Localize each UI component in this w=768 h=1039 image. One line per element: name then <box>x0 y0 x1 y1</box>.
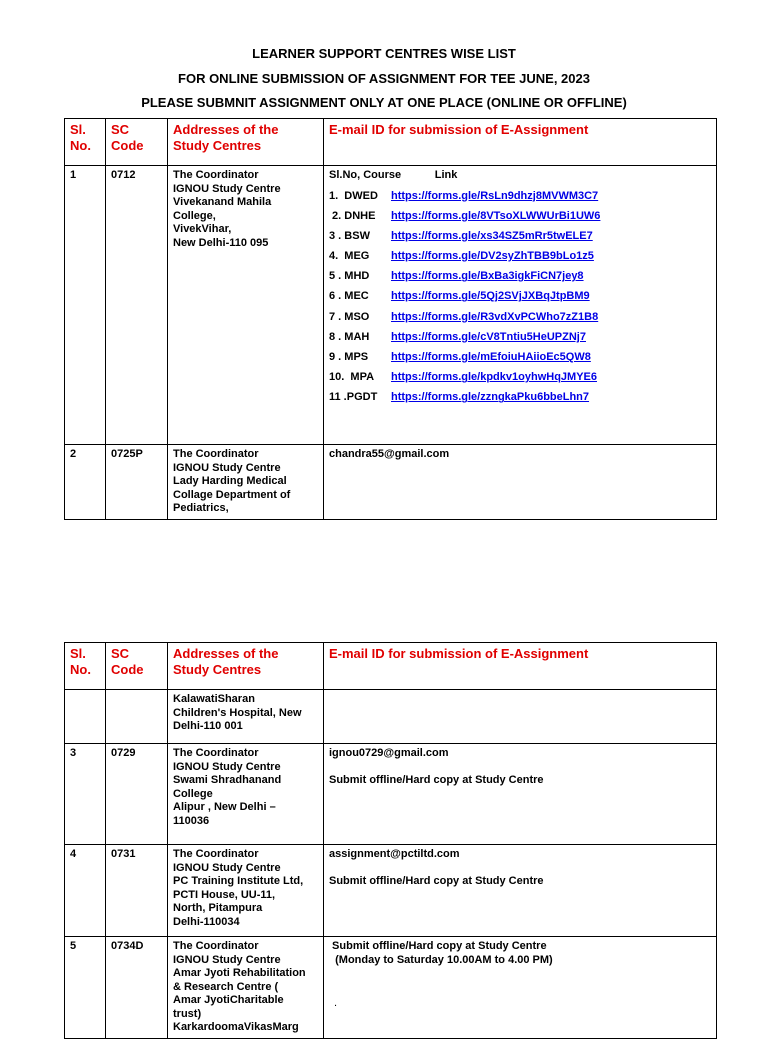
sc-code-cell: 0725P <box>106 445 168 520</box>
address-cell: KalawatiSharan Children's Hospital, New Delhi-110 001 <box>168 690 324 744</box>
email-link[interactable]: ignou0729@gmail.com <box>329 747 449 759</box>
sc-code-cell: 0729 <box>106 744 168 845</box>
links-header: Sl.No, Course Link <box>329 169 458 181</box>
table-row <box>65 445 717 520</box>
list-item: 5 . MHD https://forms.gle/BxBa3igkFiCN7jey8 <box>329 270 584 283</box>
dot-mark: . <box>334 997 338 1009</box>
email-cell <box>324 744 717 845</box>
list-item: 11 .PGDT https://forms.gle/zzngkaPku6bbeLhn7 <box>329 391 590 404</box>
form-link-mpa[interactable]: https://forms.gle/kpdkv1oyhwHqJMYE6 <box>391 371 597 384</box>
instruction-heading: PLEASE SUBMNIT ASSIGNMENT ONLY AT ONE PLACE (ONLINE OR OFFLINE) <box>141 95 627 110</box>
form-link-dnhe[interactable]: https://forms.gle/8VTsoXLWWUrBi1UW6 <box>391 209 601 222</box>
form-link-pgdt[interactable]: https://forms.gle/zzngkaPku6bbeLhn7 <box>391 391 590 404</box>
form-link-meg[interactable]: https://forms.gle/DV2syZhTBB9bLo1z5 <box>391 250 594 263</box>
list-item: 4. MEG https://forms.gle/DV2syZhTBB9bLo1z5 <box>329 250 594 263</box>
table-header-row <box>65 643 717 690</box>
address-cell: The Coordinator IGNOU Study Centre Vivekanand Mahila College, VivekVihar, New Delhi-110 095 <box>168 166 324 445</box>
list-item: 6 . MEC https://forms.gle/5Qj2SVjJXBqJtpBM9 <box>329 290 590 303</box>
sl-no-cell: 4 <box>65 845 106 937</box>
address-cell: The Coordinator IGNOU Study Centre Swami Shradhanand College Alipur , New Delhi – 110036 <box>168 744 324 845</box>
timing-note: (Monday to Saturday 10.00AM to 4.00 PM) <box>329 953 553 966</box>
sc-code-cell: 0734D <box>106 937 168 1039</box>
list-item: 10. MPA https://forms.gle/kpdkv1oyhwHqJMYE6 <box>329 371 597 384</box>
sc-code-cell: 0712 <box>106 166 168 445</box>
list-item: 8 . MAH https://forms.gle/cV8Tntiu5HeUPZNj7 <box>329 330 586 343</box>
col-sc-code: SC Code <box>106 643 168 690</box>
address-cell: The Coordinator IGNOU Study Centre Amar Jyoti Rehabilitation & Research Centre ( Amar JyotiCharitable trust) KarkardoomaVikasMarg <box>168 937 324 1039</box>
table-row <box>65 744 717 845</box>
address-cell: The Coordinator IGNOU Study Centre PC Training Institute Ltd, PCTI House, UU-11, North, Pitampura Delhi-110034 <box>168 845 324 937</box>
col-email: E-mail ID for submission of E-Assignment <box>324 643 717 690</box>
col-address: Addresses of the Study Centres <box>168 643 324 690</box>
email-link[interactable]: assignment@pctiltd.com <box>329 848 460 860</box>
sc-code-cell: 0731 <box>106 845 168 937</box>
sc-code-cell <box>106 690 168 744</box>
list-item: 2. DNHE https://forms.gle/8VTsoXLWWUrBi1UW6 <box>329 209 601 222</box>
list-item: 3 . BSW https://forms.gle/xs34SZ5mRr5twELE7 <box>329 229 593 242</box>
col-sl-no: Sl. No. <box>65 119 106 166</box>
email-cell <box>324 937 717 1039</box>
sl-no-cell: 2 <box>65 445 106 520</box>
form-link-mah[interactable]: https://forms.gle/cV8Tntiu5HeUPZNj7 <box>391 330 586 343</box>
offline-note: Submit offline/Hard copy at Study Centre <box>329 773 544 786</box>
email-cell <box>324 845 717 937</box>
table-row <box>65 166 717 445</box>
form-link-mps[interactable]: https://forms.gle/mEfoiuHAiioEc5QW8 <box>391 351 591 363</box>
col-sl-no: Sl. No. <box>65 643 106 690</box>
table-row <box>65 845 717 937</box>
offline-note: Submit offline/Hard copy at Study Centre <box>329 874 544 887</box>
sl-no-cell: 1 <box>65 166 106 445</box>
list-item: 1. DWED https://forms.gle/RsLn9dhzj8MVWM3C7 <box>329 189 599 202</box>
col-sc-code: SC Code <box>106 119 168 166</box>
study-centres-table-2 <box>64 642 717 1039</box>
study-centres-table-1 <box>64 118 717 520</box>
email-link[interactable]: chandra55@gmail.com <box>329 448 450 460</box>
sl-no-cell: 5 <box>65 937 106 1039</box>
form-link-bsw[interactable]: https://forms.gle/xs34SZ5mRr5twELE7 <box>391 229 593 242</box>
table-header-row <box>65 119 717 166</box>
form-link-mec[interactable]: https://forms.gle/5Qj2SVjJXBqJtpBM9 <box>391 290 590 303</box>
title-heading: LEARNER SUPPORT CENTRES WISE LIST <box>252 46 516 61</box>
col-email: E-mail ID for submission of E-Assignment <box>324 119 717 166</box>
table-row <box>65 690 717 744</box>
list-item: 9 . MPS https://forms.gle/mEfoiuHAiioEc5QW8 <box>329 351 591 363</box>
sl-no-cell <box>65 690 106 744</box>
address-cell: The Coordinator IGNOU Study Centre Lady Harding Medical Collage Department of Pediatrics, <box>168 445 324 520</box>
form-link-mhd[interactable]: https://forms.gle/BxBa3igkFiCN7jey8 <box>391 270 584 283</box>
offline-note: Submit offline/Hard copy at Study Centre <box>329 940 547 952</box>
list-item: 7 . MSO https://forms.gle/R3vdXvPCWho7zZ1B8 <box>329 310 599 323</box>
form-link-mso[interactable]: https://forms.gle/R3vdXvPCWho7zZ1B8 <box>391 310 599 323</box>
links-cell <box>324 166 717 445</box>
email-cell <box>324 445 717 520</box>
sl-no-cell: 3 <box>65 744 106 845</box>
col-address: Addresses of the Study Centres <box>168 119 324 166</box>
table-row <box>65 937 717 1039</box>
email-cell <box>324 690 717 744</box>
form-link-dwed[interactable]: https://forms.gle/RsLn9dhzj8MVWM3C7 <box>391 189 599 202</box>
subtitle-heading: FOR ONLINE SUBMISSION OF ASSIGNMENT FOR TEE JUNE, 2023 <box>178 71 590 86</box>
